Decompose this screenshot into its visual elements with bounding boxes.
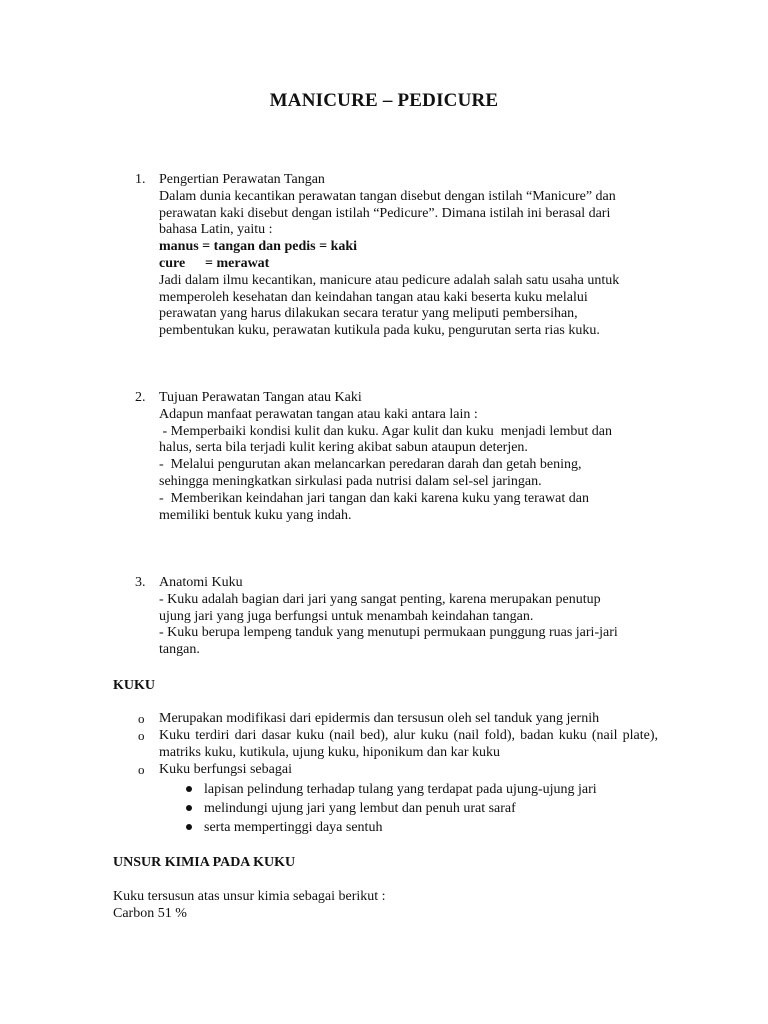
carbon-line: Carbon 51 % xyxy=(113,906,187,921)
unsur-heading: UNSUR KIMIA PADA KUKU xyxy=(113,855,296,870)
section-1 xyxy=(135,172,665,340)
list-item-text: melindungi ujung jari yang lembut dan penuh urat saraf xyxy=(204,801,516,816)
circle-bullet-icon: o xyxy=(138,728,145,743)
circle-bullet-icon: o xyxy=(138,711,145,726)
section-heading: Tujuan Perawatan Tangan atau Kaki xyxy=(159,390,362,405)
list-item-text: serta mempertinggi daya sentuh xyxy=(204,820,383,835)
function-list xyxy=(159,780,658,837)
list-item-text: Merupakan modifikasi dari epidermis dan tersusun oleh sel tanduk yang jernih xyxy=(159,711,600,726)
text-line: sehingga meningkatkan sirkulasi pada nutrisi dalam sel-sel jaringan. xyxy=(159,473,542,489)
cure-row xyxy=(159,256,665,273)
text-line: - Kuku adalah bagian dari jari yang sangat penting, karena merupakan penutup xyxy=(159,591,601,607)
list-item-text: lapisan pelindung terhadap tulang yang terdapat pada ujung-ujung jari xyxy=(204,782,597,797)
kuku-list xyxy=(113,710,658,837)
text-line: Adapun manfaat perawatan tangan atau kaki antara lain : xyxy=(159,406,478,422)
list-item-text: Kuku terdiri dari dasar kuku (nail bed), alur kuku (nail fold), badan kuku (nail plate), matriks kuku, kutikula, ujung kuku, hiponikum dan kar kuku xyxy=(159,728,658,760)
unsur-paragraph xyxy=(113,888,673,922)
cure-value: = merawat xyxy=(205,255,270,271)
text-line: halus, serta bila terjadi kulit kering akibat sabun ataupun deterjen. xyxy=(159,440,528,456)
text-line: memiliki bentuk kuku yang indah. xyxy=(159,507,352,523)
text-line: Jadi dalam ilmu kecantikan, manicure atau pedicure adalah salah satu usaha untuk xyxy=(159,272,620,288)
text-line: - Kuku berupa lempeng tanduk yang menutupi permukaan punggung ruas jari-jari xyxy=(159,625,618,641)
bullet-icon xyxy=(186,786,192,792)
text-line: - Memperbaiki kondisi kulit dan kuku. Agar kulit dan kuku menjadi lembut dan xyxy=(159,423,612,439)
bold-line: manus = tangan dan pedis = kaki xyxy=(159,239,358,255)
kuku-heading: KUKU xyxy=(113,678,155,693)
list-item-text: Kuku berfungsi sebagai xyxy=(159,762,292,777)
list-item xyxy=(113,727,658,761)
list-item xyxy=(159,799,658,818)
text-line: - Melalui pengurutan akan melancarkan peredaran darah dan getah bening, xyxy=(159,457,582,473)
section-3 xyxy=(135,575,665,659)
section-heading: Pengertian Perawatan Tangan xyxy=(159,172,325,187)
text-line: pembentukan kuku, perawatan kutikula pada kuku, pengurutan serta rias kuku. xyxy=(159,323,600,339)
text-line: bahasa Latin, yaitu : xyxy=(159,222,273,238)
page-title: MANICURE – PEDICURE xyxy=(269,90,499,111)
text-line: perawatan kaki disebut dengan istilah “Pedicure”. Dimana istilah ini berasal dari xyxy=(159,205,611,221)
text-line: perawatan yang harus dilakukan secara teratur yang meliputi pembersihan, xyxy=(159,306,578,322)
text-line: memperoleh kesehatan dan keindahan tangan atau kaki beserta kuku melalui xyxy=(159,289,588,305)
text-line: Dalam dunia kecantikan perawatan tangan disebut dengan istilah “Manicure” dan xyxy=(159,188,616,204)
bullet-icon xyxy=(186,824,192,830)
section-number: 1. xyxy=(135,172,146,187)
bullet-icon xyxy=(186,805,192,811)
section-number: 2. xyxy=(135,390,146,405)
section-heading: Anatomi Kuku xyxy=(159,575,243,590)
unsur-intro: Kuku tersusun atas unsur kimia sebagai berikut : xyxy=(113,889,386,904)
list-item xyxy=(159,780,658,799)
text-line: - Memberikan keindahan jari tangan dan kaki karena kuku yang terawat dan xyxy=(159,490,589,506)
cure-label: cure xyxy=(159,255,186,271)
list-item xyxy=(113,761,658,778)
circle-bullet-icon: o xyxy=(138,762,145,777)
list-item xyxy=(159,818,658,837)
text-line: tangan. xyxy=(159,642,200,658)
text-line: ujung jari yang juga berfungsi untuk menambah keindahan tangan. xyxy=(159,608,534,624)
list-item xyxy=(113,710,658,727)
section-number: 3. xyxy=(135,575,146,590)
section-2 xyxy=(135,390,665,524)
